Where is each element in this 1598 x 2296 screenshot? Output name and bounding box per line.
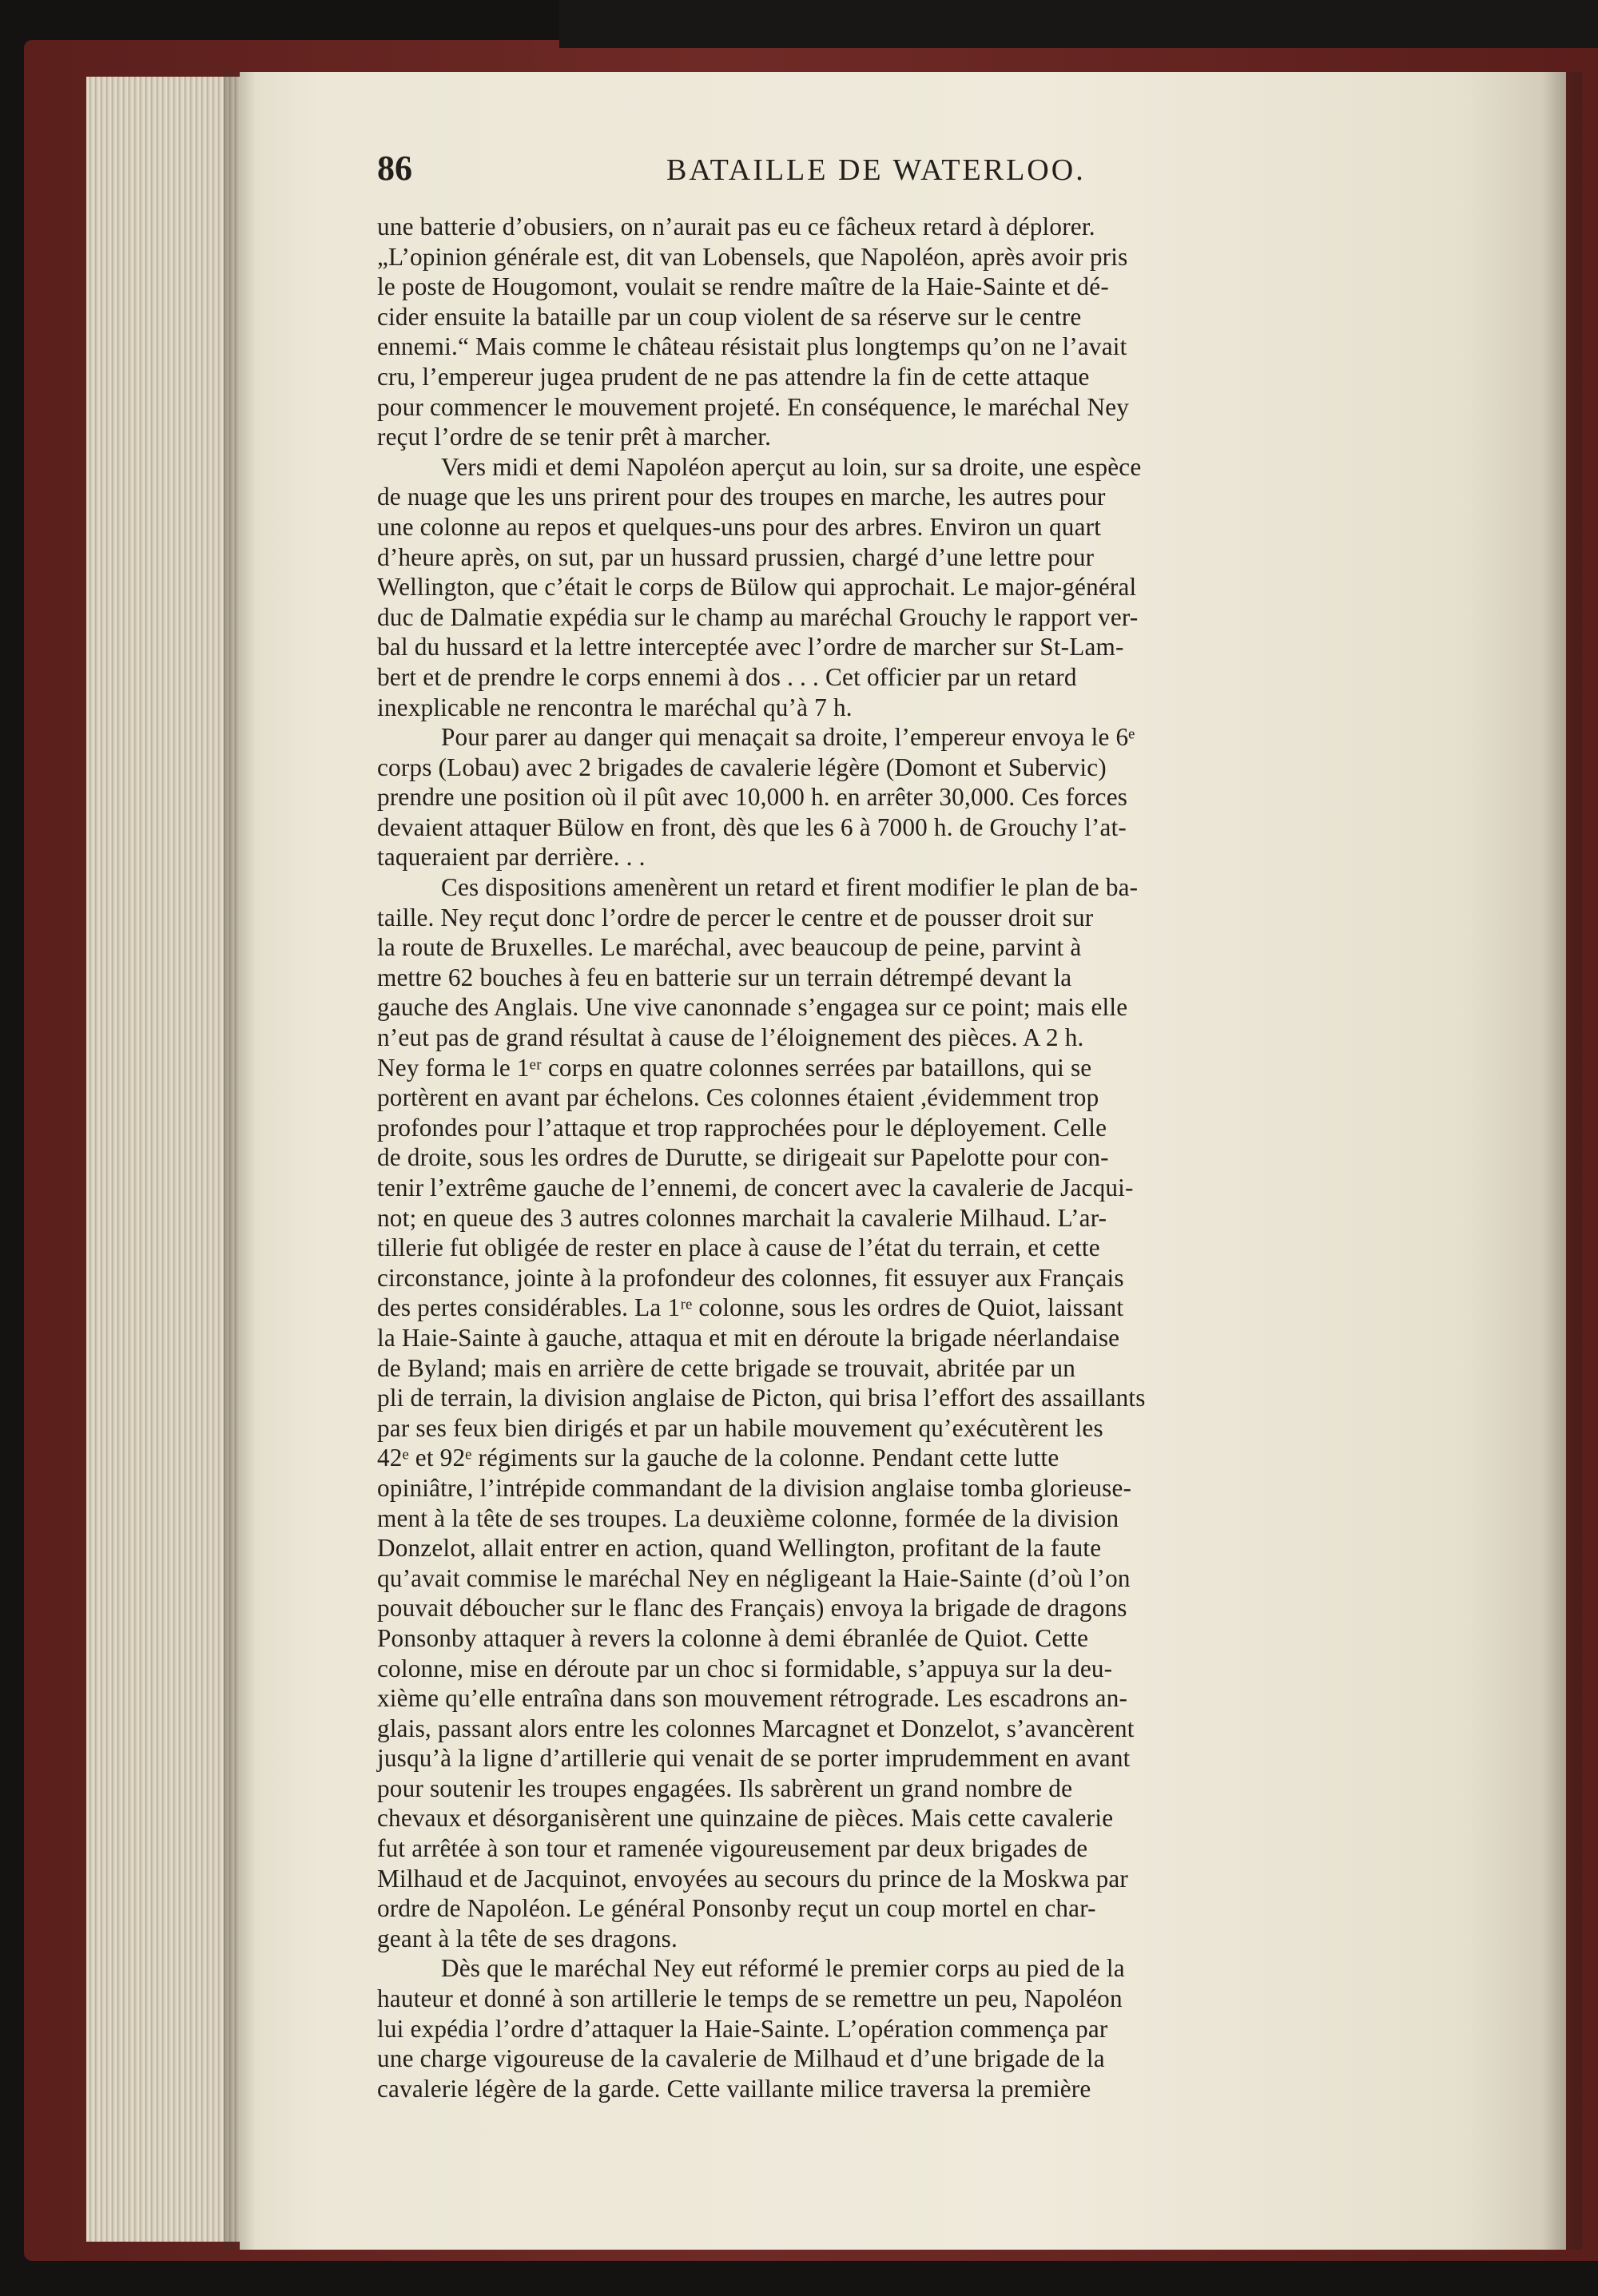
text-line: de nuage que les uns prirent pour des troupes en marche, les autres pour — [377, 483, 1106, 511]
text-line: tenir l’extrême gauche de l’ennemi, de concert avec la cavalerie de Jacqui- — [377, 1174, 1134, 1202]
text-line: mettre 62 bouches à feu en batterie sur un terrain détrempé devant la — [377, 963, 1072, 991]
text-line: circonstance, jointe à la profondeur des colonnes, fit essuyer aux Français — [377, 1263, 1124, 1292]
text-line: opiniâtre, l’intrépide commandant de la division anglaise tomba glorieuse- — [377, 1473, 1132, 1502]
text-line: une colonne au repos et quelques-uns pour des arbres. Environ un quart — [377, 512, 1102, 541]
text-line: Ney forma le 1ᵉʳ corps en quatre colonnes serrées par bataillons, qui se — [377, 1053, 1092, 1082]
page-content — [377, 148, 1488, 2103]
text-line: Vers midi et demi Napoléon aperçut au loin, sur sa droite, une espèce — [441, 452, 1142, 481]
text-line: d’heure après, on sut, par un hussard prussien, chargé d’une lettre pour — [377, 542, 1095, 571]
text-line: taille. Ney reçut donc l’ordre de percer le centre et de pousser droit sur — [377, 903, 1094, 932]
text-line: de droite, sous les ordres de Durutte, se dirigeait sur Papelotte pour con- — [377, 1143, 1109, 1172]
text-line: Ponsonby attaquer à revers la colonne à demi ébranlée de Quiot. Cette — [377, 1623, 1089, 1652]
text-line: une batterie d’obusiers, on n’aurait pas eu ce fâcheux retard à déplorer. — [377, 213, 1095, 240]
text-line: pour soutenir les troupes engagées. Ils sabrèrent un grand nombre de — [377, 1774, 1073, 1802]
text-line: devaient attaquer Bülow en front, dès que les 6 à 7000 h. de Grouchy l’at- — [377, 812, 1127, 841]
text-line: cider ensuite la bataille par un coup violent de sa réserve sur le centre — [377, 302, 1082, 331]
text-line: le poste de Hougomont, voulait se rendre maître de la Haie-Sainte et dé- — [377, 272, 1109, 301]
page-number: 86 — [377, 149, 412, 188]
text-line: n’eut pas de grand résultat à cause de l’éloignement des pièces. A 2 h. — [377, 1023, 1084, 1052]
gutter-shadow — [224, 72, 256, 2250]
text-line: not; en queue des 3 autres colonnes marchait la cavalerie Milhaud. L’ar- — [377, 1203, 1107, 1232]
text-line: 42ᵉ et 92ᵉ régiments sur la gauche de la colonne. Pendant cette lutte — [377, 1444, 1059, 1472]
text-line: Wellington, que c’était le corps de Bülow qui approchait. Le major-général — [377, 573, 1137, 602]
running-title: BATAILLE DE WATERLOO. — [666, 153, 1086, 187]
text-line: des pertes considérables. La 1ʳᵉ colonne, sous les ordres de Quiot, laissant — [377, 1293, 1124, 1322]
text-line: par ses feux bien dirigés et par un habile mouvement qu’exécutèrent les — [377, 1413, 1103, 1442]
text-line: jusqu’à la ligne d’artillerie qui venait de se porter imprudemment en avant — [377, 1744, 1131, 1773]
page-edge-shadow — [1542, 72, 1582, 2250]
text-line: ment à la tête de ses troupes. La deuxième colonne, formée de la division — [377, 1504, 1119, 1532]
text-line: portèrent en avant par échelons. Ces colonnes étaient ,évidemment trop — [377, 1083, 1099, 1112]
text-line: duc de Dalmatie expédia sur le champ au maréchal Grouchy le rapport ver- — [377, 602, 1139, 631]
text-line: pour commencer le mouvement projeté. En conséquence, le maréchal Ney — [377, 392, 1130, 421]
text-line: pli de terrain, la division anglaise de Picton, qui brisa l’effort des assaillants — [377, 1384, 1146, 1412]
text-line: profondes pour l’attaque et trop rapprochées pour le déployement. Celle — [377, 1113, 1107, 1142]
text-line: cavalerie légère de la garde. Cette vaillante milice traversa la première — [377, 2074, 1091, 2103]
text-line: pouvait déboucher sur le flanc des Français) envoya la brigade de dragons — [377, 1594, 1127, 1623]
text-line: „L’opinion générale est, dit van Lobensels, que Napoléon, après avoir pris — [377, 242, 1128, 271]
text-line: lui expédia l’ordre d’attaquer la Haie-Sainte. L’opération commença par — [377, 2014, 1108, 2043]
text-line: Donzelot, allait entrer en action, quand Wellington, profitant de la faute — [377, 1534, 1102, 1563]
text-line: cru, l’empereur jugea prudent de ne pas attendre la fin de cette attaque — [377, 362, 1090, 391]
text-line: geant à la tête de ses dragons. — [377, 1924, 678, 1952]
text-line: tillerie fut obligée de rester en place à cause de l’état du terrain, et cette — [377, 1233, 1100, 1262]
text-line: inexplicable ne rencontra le maréchal qu’à 7 h. — [377, 693, 853, 721]
text-line: qu’avait commise le maréchal Ney en négligeant la Haie-Sainte (d’où l’on — [377, 1563, 1131, 1592]
text-line: une charge vigoureuse de la cavalerie de Milhaud et d’une brigade de la — [377, 2044, 1105, 2073]
text-line: prendre une position où il pût avec 10,000 h. en arrêter 30,000. Ces forces — [377, 783, 1128, 812]
text-line: corps (Lobau) avec 2 brigades de cavalerie légère (Domont et Subervic) — [377, 753, 1107, 781]
text-line: Ces dispositions amenèrent un retard et firent modifier le plan de ba- — [441, 873, 1139, 902]
text-line: ennemi.“ Mais comme le château résistait plus longtemps qu’on ne l’avait — [377, 332, 1127, 361]
text-line: gauche des Anglais. Une vive canonnade s’engagea sur ce point; mais elle — [377, 993, 1128, 1022]
text-line: ordre de Napoléon. Le général Ponsonby reçut un coup mortel en char- — [377, 1894, 1096, 1923]
text-line: bert et de prendre le corps ennemi à dos . . . Cet officier par un retard — [377, 662, 1077, 691]
text-line: la route de Bruxelles. Le maréchal, avec beaucoup de peine, parvint à — [377, 933, 1082, 962]
background-strip — [559, 0, 1598, 48]
text-line: chevaux et désorganisèrent une quinzaine de pièces. Mais cette cavalerie — [377, 1804, 1114, 1833]
page-header — [377, 148, 1488, 204]
text-line: colonne, mise en déroute par un choc si formidable, s’appuya sur la deu- — [377, 1654, 1113, 1682]
text-line: xième qu’elle entraîna dans son mouvement rétrograde. Les escadrons an- — [377, 1684, 1128, 1713]
text-line: de Byland; mais en arrière de cette brigade se trouvait, abritée par un — [377, 1353, 1076, 1382]
text-line: bal du hussard et la lettre interceptée avec l’ordre de marcher sur St-Lam- — [377, 633, 1124, 661]
text-line: la Haie-Sainte à gauche, attaqua et mit en déroute la brigade néerlandaise — [377, 1323, 1120, 1352]
text-line: Milhaud et de Jacquinot, envoyées au secours du prince de la Moskwa par — [377, 1864, 1129, 1893]
body-text — [377, 212, 1488, 2103]
text-line: glais, passant alors entre les colonnes Marcagnet et Donzelot, s’avancèrent — [377, 1714, 1135, 1742]
page-edges — [86, 77, 246, 2242]
text-line: taqueraient par derrière. . . — [377, 843, 646, 872]
text-line: reçut l’ordre de se tenir prêt à marcher. — [377, 423, 772, 451]
text-line: fut arrêtée à son tour et ramenée vigoureusement par deux brigades de — [377, 1834, 1088, 1863]
text-line: Dès que le maréchal Ney eut réformé le premier corps au pied de la — [441, 1954, 1125, 1983]
text-line: Pour parer au danger qui menaçait sa droite, l’empereur envoya le 6ᵉ — [441, 723, 1135, 752]
text-line: hauteur et donné à son artillerie le temps de se remettre un peu, Napoléon — [377, 1984, 1123, 2013]
